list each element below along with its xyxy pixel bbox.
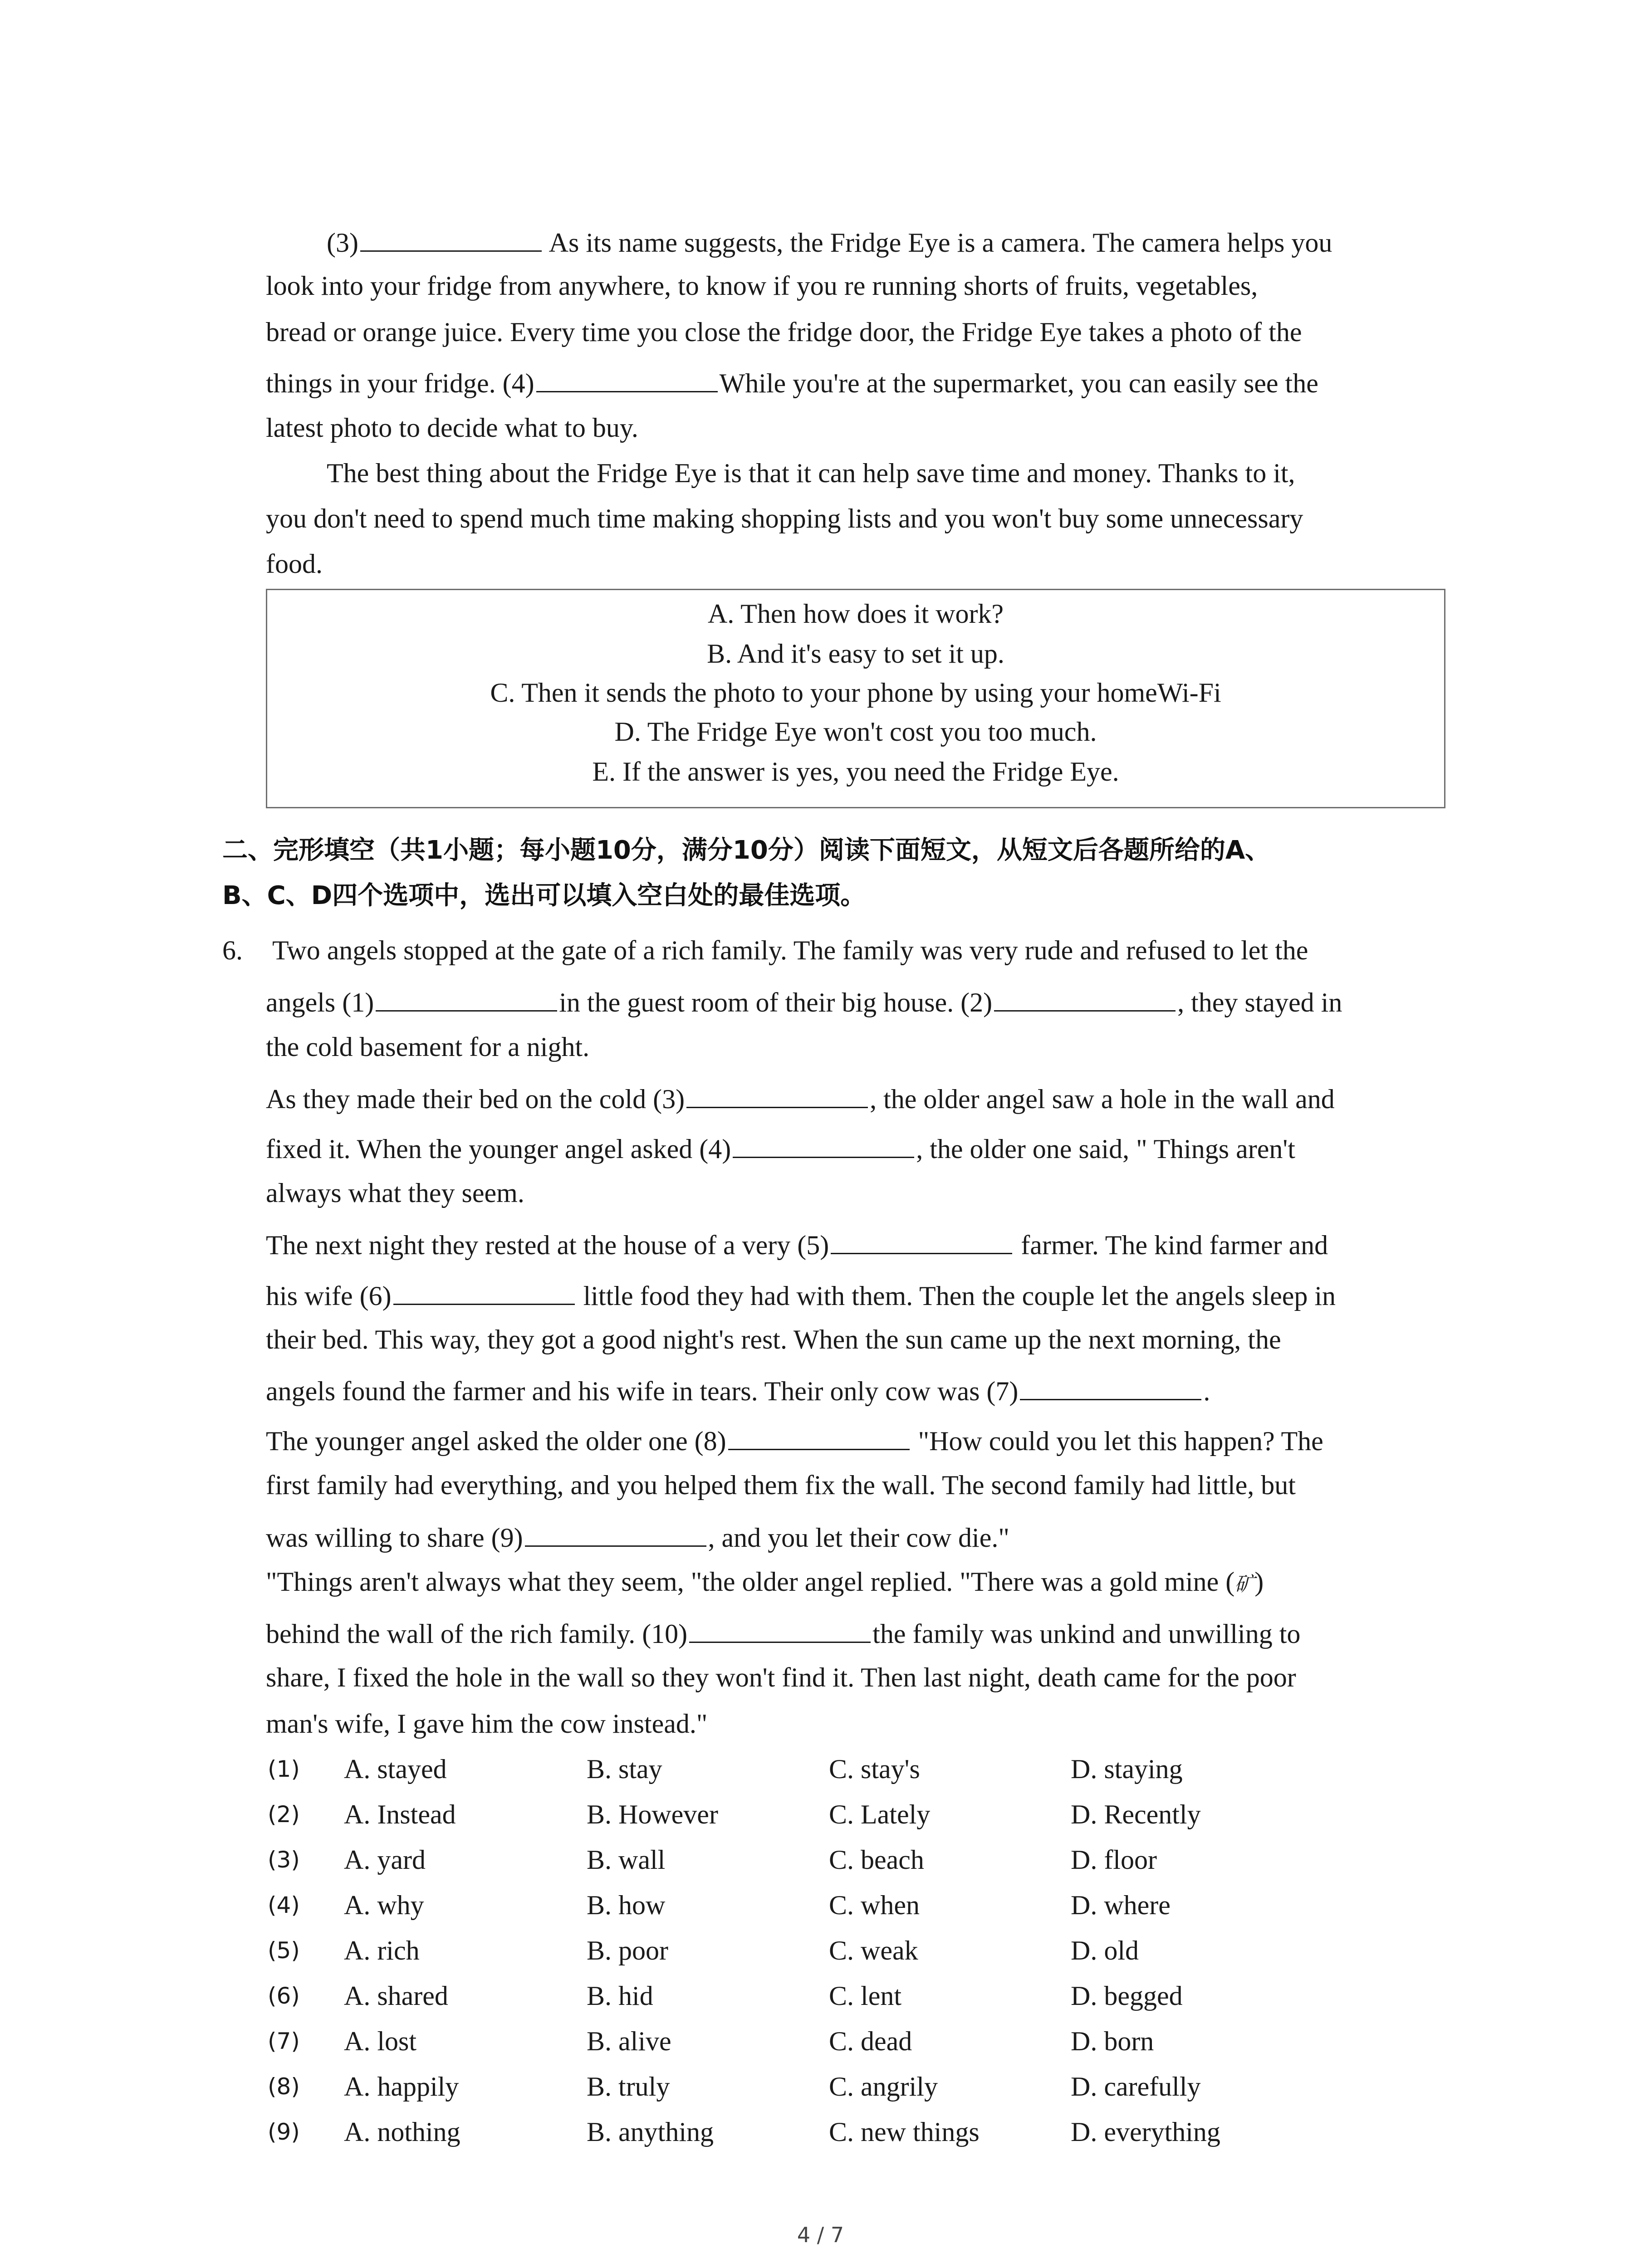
section-heading: 二、完形填空（共1小题；每小题10分，满分10分）阅读下面短文，从短文后各题所给的A、 [222, 836, 1271, 865]
passage-line [266, 1564, 1445, 1603]
choice-row [0, 2023, 1641, 2059]
choice-d[interactable]: D. everything [1071, 2117, 1220, 2147]
choice-b[interactable]: B. how [587, 1890, 666, 1920]
choice-number: (6) [268, 1983, 300, 2009]
passage-text: the family was unkind and unwilling to [872, 1619, 1301, 1649]
passage-text: his wife (6) [266, 1281, 392, 1311]
choice-b[interactable]: B. anything [587, 2117, 714, 2147]
passage-line: latest photo to decide what to buy. [266, 413, 638, 443]
passage-text: in the guest room of their big house. (2) [559, 987, 993, 1017]
answer-blank[interactable] [689, 1613, 871, 1643]
passage-line: the cold basement for a night. [266, 1032, 590, 1062]
passage-text: As its name suggests, the Fridge Eye is a camera. The camera helps you [543, 228, 1332, 258]
choice-row [0, 1978, 1641, 2014]
passage-line: look into your fridge from anywhere, to know if you re running shorts of fruits, vegetables, [266, 271, 1258, 301]
passage-text: was willing to share (9) [266, 1523, 523, 1553]
answer-blank[interactable] [831, 1225, 1012, 1254]
choice-number: (9) [268, 2119, 300, 2145]
gloss-note: 矿 [1234, 1573, 1255, 1595]
choice-b[interactable]: B. poor [587, 1936, 668, 1965]
choice-d[interactable]: D. Recently [1071, 1799, 1201, 1829]
choice-number: (7) [268, 2028, 300, 2054]
passage-line [266, 1079, 1445, 1117]
passage-line [327, 222, 1506, 261]
choice-d[interactable]: D. old [1071, 1936, 1139, 1965]
choice-d[interactable]: D. staying [1071, 1754, 1183, 1784]
choice-a[interactable]: A. stayed [344, 1754, 447, 1784]
choice-row [0, 1887, 1641, 1923]
choice-c[interactable]: C. Lately [829, 1799, 931, 1829]
passage-line: share, I fixed the hole in the wall so they won't find it. Then last night, death came for the poor [266, 1662, 1296, 1692]
passage-text: angels (1) [266, 987, 374, 1017]
choice-b[interactable]: B. stay [587, 1754, 662, 1784]
choice-a[interactable]: A. happily [344, 2072, 459, 2102]
choice-b[interactable]: B. hid [587, 1981, 653, 2011]
passage-text: "Things aren't always what they seem, "the older angel replied. "There was a gold mine ( [266, 1567, 1235, 1597]
choice-row [0, 1796, 1641, 1833]
answer-blank[interactable] [994, 982, 1176, 1012]
choice-c[interactable]: C. beach [829, 1845, 924, 1875]
passage-line: The best thing about the Fridge Eye is that it can help save time and money. Thanks to it, [327, 458, 1295, 488]
choice-row [0, 2114, 1641, 2150]
choice-number: (1) [268, 1756, 300, 1782]
option-d: D. The Fridge Eye won't cost you too much. [614, 717, 1097, 747]
page-number: 4 / 7 [797, 2223, 844, 2247]
passage-text: While you're at the supermarket, you can easily see the [719, 368, 1318, 398]
option-a: A. Then how does it work? [707, 599, 1004, 629]
passage-text: angels found the farmer and his wife in tears. Their only cow was (7) [266, 1376, 1019, 1406]
choice-d[interactable]: D. begged [1071, 1981, 1183, 2011]
passage-text: fixed it. When the younger angel asked (4) [266, 1134, 731, 1164]
passage-text: The younger angel asked the older one (8) [266, 1426, 726, 1456]
choice-number: (5) [268, 1937, 300, 1964]
choice-b[interactable]: B. However [587, 1799, 718, 1829]
passage-line: always what they seem. [266, 1178, 524, 1208]
choice-d[interactable]: D. carefully [1071, 2072, 1201, 2102]
blank-number-3: (3) [327, 228, 358, 258]
passage-line [266, 1421, 1445, 1459]
choice-a[interactable]: A. shared [344, 1981, 448, 2011]
choice-b[interactable]: B. alive [587, 2026, 671, 2056]
passage-text: little food they had with them. Then the couple let the angels sleep in [576, 1281, 1336, 1311]
passage-line [266, 1613, 1445, 1652]
answer-blank[interactable] [376, 982, 557, 1012]
passage-line [266, 1129, 1445, 1167]
passage-line [266, 1517, 1445, 1556]
passage-line: bread or orange juice. Every time you close the fridge door, the Fridge Eye takes a photo of the [266, 317, 1302, 347]
answer-blank[interactable] [686, 1079, 868, 1108]
passage-text: , they stayed in [1177, 987, 1342, 1017]
choice-b[interactable]: B. truly [587, 2072, 670, 2102]
passage-text: As they made their bed on the cold (3) [266, 1084, 685, 1114]
choice-c[interactable]: C. lent [829, 1981, 901, 2011]
choice-a[interactable]: A. lost [344, 2026, 417, 2056]
passage-text: , the older one said, " Things aren't [916, 1134, 1295, 1164]
passage-text: . [1203, 1376, 1210, 1406]
passage-text: farmer. The kind farmer and [1014, 1230, 1328, 1260]
choice-d[interactable]: D. where [1071, 1890, 1171, 1920]
passage-line [266, 1371, 1445, 1409]
options-box [266, 589, 1445, 808]
choice-c[interactable]: C. dead [829, 2026, 912, 2056]
choice-a[interactable]: A. nothing [344, 2117, 460, 2147]
option-b: B. And it's easy to set it up. [707, 639, 1004, 669]
choice-d[interactable]: D. born [1071, 2026, 1154, 2056]
choice-b[interactable]: B. wall [587, 1845, 666, 1875]
passage-line: you don't need to spend much time making shopping lists and you won't buy some unnecessary [266, 503, 1303, 533]
choice-d[interactable]: D. floor [1071, 1845, 1157, 1875]
answer-blank[interactable] [733, 1129, 914, 1158]
choice-row [0, 2068, 1641, 2105]
passage-line [266, 1276, 1445, 1314]
passage-line [266, 363, 1445, 401]
passage-line: first family had everything, and you helped them fix the wall. The second family had little, but [266, 1470, 1296, 1500]
passage-line: man's wife, I gave him the cow instead." [266, 1709, 708, 1739]
passage-line [266, 982, 1445, 1021]
choice-row [0, 1932, 1641, 1969]
choice-c[interactable]: C. angrily [829, 2072, 938, 2102]
answer-blank[interactable] [393, 1276, 575, 1305]
answer-blank[interactable] [525, 1517, 706, 1547]
choice-a[interactable]: A. rich [344, 1936, 420, 1965]
passage-text: The next night they rested at the house of a very (5) [266, 1230, 829, 1260]
passage-text: , and you let their cow die." [708, 1523, 1009, 1553]
choice-c[interactable]: C. weak [829, 1936, 918, 1965]
choice-a[interactable]: A. yard [344, 1845, 426, 1875]
passage-text: , the older angel saw a hole in the wall and [870, 1084, 1335, 1114]
passage-line: food. [266, 549, 323, 579]
section-heading: B、C、D四个选项中，选出可以填入空白处的最佳选项。 [222, 881, 866, 910]
passage-line: their bed. This way, they got a good night's rest. When the sun came up the next morning, the [266, 1325, 1281, 1354]
choice-row [0, 1751, 1641, 1787]
answer-blank[interactable] [728, 1421, 910, 1450]
passage-text: "How could you let this happen? The [911, 1426, 1323, 1456]
choice-c[interactable]: C. when [829, 1890, 920, 1920]
choice-a[interactable]: A. Instead [344, 1799, 456, 1829]
choice-number: (4) [268, 1892, 300, 1918]
answer-blank[interactable] [536, 363, 718, 392]
choice-number: (8) [268, 2073, 300, 2100]
passage-line: Two angels stopped at the gate of a rich family. The family was very rude and refused to let the [272, 935, 1308, 965]
passage-text: ) [1254, 1567, 1264, 1597]
choice-number: (2) [268, 1801, 300, 1828]
answer-blank[interactable] [1020, 1371, 1201, 1400]
passage-text: things in your fridge. (4) [266, 368, 534, 398]
answer-blank[interactable] [360, 222, 542, 252]
choice-row [0, 1842, 1641, 1878]
choice-a[interactable]: A. why [344, 1890, 424, 1920]
choice-number: (3) [268, 1847, 300, 1873]
choice-c[interactable]: C. stay's [829, 1754, 920, 1784]
choice-c[interactable]: C. new things [829, 2117, 980, 2147]
question-number: 6. [222, 935, 243, 965]
passage-text: behind the wall of the rich family. (10) [266, 1619, 688, 1649]
option-e: E. If the answer is yes, you need the Fridge Eye. [592, 757, 1119, 787]
passage-line [266, 1225, 1445, 1263]
option-c: C. Then it sends the photo to your phone by using your homeWi-Fi [490, 678, 1221, 708]
